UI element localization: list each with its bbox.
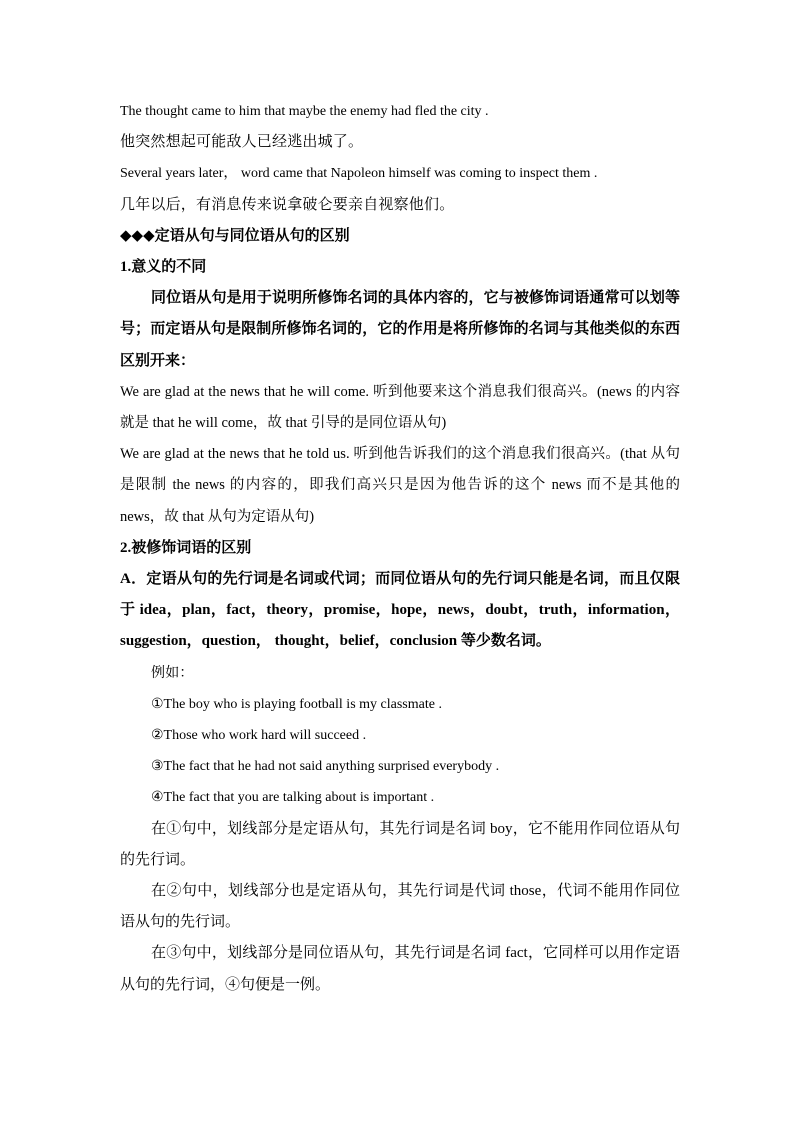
subsection-heading: 1.意义的不同: [120, 259, 207, 276]
example-translation-zh: 他突然想起可能敌人已经逃出城了。: [120, 134, 364, 151]
rule-paragraph: A．定语从句的先行词是名词或代词；而同位语从句的先行词只能是名词，而且仅限于 idea，plan，fact，theory，promise，hope，news，doubt，truth，information，suggestion，question， thought，belief，conclusion 等少数名词。: [120, 571, 680, 650]
example-sentence-en: Several years later， word came that Napoleon himself was coming to inspect them .: [120, 166, 598, 182]
numbered-example: ④The fact that you are talking about is important .: [151, 790, 435, 806]
analysis-paragraph: 在①句中，划线部分是定语从句，其先行词是名词 boy，它不能用作同位语从句的先行词。: [120, 820, 680, 868]
example-paragraph: We are glad at the news that he told us. 听到他告诉我们的这个消息我们很高兴。(that 从句是限制 the news 的内容的，即我们高兴只是因为他告诉的这个 news 而不是其他的 news，故 that 从句为定语从句): [120, 446, 680, 525]
numbered-example: ①The boy who is playing football is my classmate .: [151, 696, 442, 712]
subsection-heading: 2.被修饰词语的区别: [120, 539, 252, 556]
document-page: [120, 96, 680, 1001]
example-sentence-en: The thought came to him that maybe the enemy had fled the city .: [120, 104, 489, 119]
example-paragraph: We are glad at the news that he will come. 听到他要来这个消息我们很高兴。(news 的内容就是 that he will come，故 that 引导的是同位语从句): [120, 383, 680, 432]
explanation-paragraph: 同位语从句是用于说明所修饰名词的具体内容的，它与被修饰词语通常可以划等号；而定语从句是限制所修饰名词的，它的作用是将所修饰的名词与其他类似的东西区别开来：: [120, 290, 680, 369]
numbered-example: ②Those who work hard will succeed .: [151, 728, 367, 744]
section-heading: ◆◆◆定语从句与同位语从句的区别: [120, 227, 350, 244]
analysis-paragraph: 在②句中，划线部分也是定语从句，其先行词是代词 those，代词不能用作同位语从句的先行词。: [120, 883, 680, 931]
numbered-example: ③The fact that he had not said anything surprised everybody .: [151, 759, 500, 775]
examples-intro: 例如：: [151, 665, 194, 681]
example-translation-zh: 几年以后，有消息传来说拿破仑要亲自视察他们。: [120, 196, 455, 213]
analysis-paragraph: 在③句中，划线部分是同位语从句，其先行词是名词 fact，它同样可以用作定语从句的先行词，④句便是一例。: [120, 945, 680, 993]
